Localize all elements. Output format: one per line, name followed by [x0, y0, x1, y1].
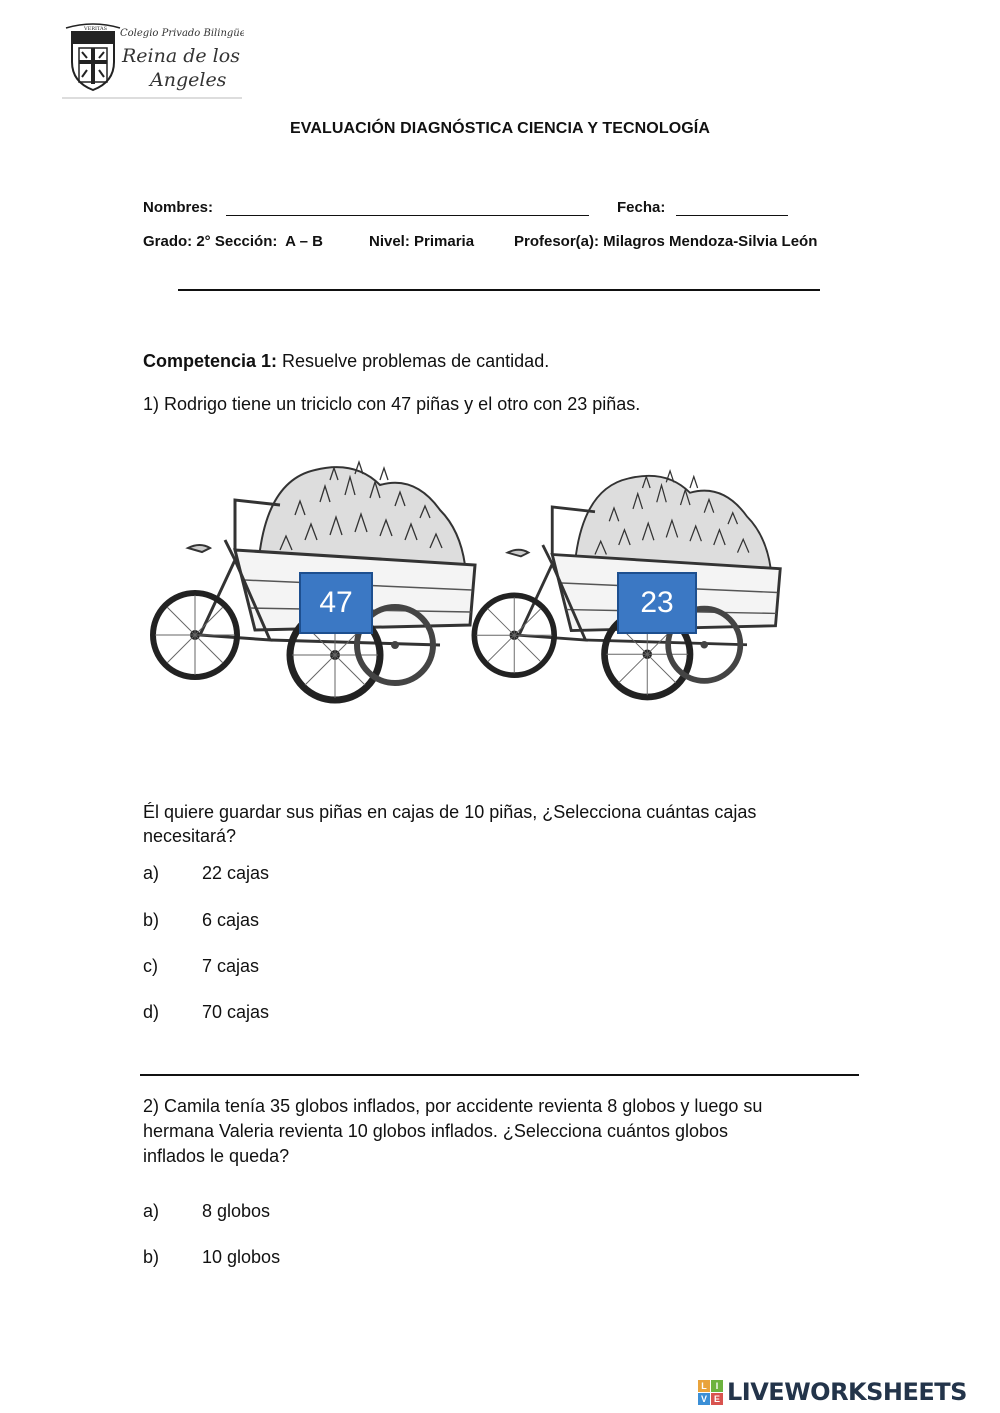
liveworksheets-text: LIVEWORKSHEETS	[727, 1378, 967, 1406]
option-letter: b)	[143, 1247, 160, 1267]
competencia-label: Competencia 1:	[143, 351, 278, 371]
school-line1: Colegio Privado Bilingüe	[120, 28, 244, 39]
fecha-field[interactable]	[676, 215, 788, 216]
option-text: 6 cajas	[202, 910, 260, 930]
profesor: Profesor(a): Milagros Mendoza-Silvia León	[514, 233, 818, 250]
badge-23: 23	[617, 572, 697, 634]
q1-option-b[interactable]	[143, 910, 443, 936]
option-text: 7 cajas	[202, 956, 260, 976]
option-letter: a)	[143, 1201, 160, 1221]
q2-line3: inflados le queda?	[143, 1146, 290, 1166]
liveworksheets-logo	[698, 1378, 967, 1406]
liveworksheets-mark-icon: L I V E	[698, 1380, 723, 1405]
q2-option-a[interactable]	[143, 1201, 443, 1227]
q2-line1: 2) Camila tenía 35 globos inflados, por accidente revienta 8 globos y luego su	[143, 1096, 763, 1116]
nivel: Nivel: Primaria	[369, 233, 475, 250]
q1-option-a[interactable]	[143, 863, 443, 889]
page-title: EVALUACIÓN DIAGNÓSTICA CIENCIA Y TECNOLOGÍA	[289, 120, 711, 137]
option-letter: d)	[143, 1002, 160, 1022]
crest-banner: VERITAS	[84, 26, 108, 32]
option-letter: a)	[143, 863, 160, 883]
crest-icon	[66, 24, 120, 90]
nombres-field[interactable]	[226, 215, 589, 216]
fecha-label: Fecha:	[617, 199, 666, 216]
competencia-text: Resuelve problemas de cantidad.	[277, 351, 550, 371]
school-line2: Reina de los	[122, 45, 240, 67]
option-letter: b)	[143, 910, 160, 930]
header-divider	[178, 289, 820, 291]
school-logo	[62, 22, 244, 100]
option-text: 10 globos	[202, 1247, 281, 1267]
q1-option-c[interactable]	[143, 956, 443, 982]
option-text: 8 globos	[202, 1201, 271, 1221]
nombres-label: Nombres:	[143, 199, 214, 216]
grado-seccion: Grado: 2° Sección: A – B	[143, 233, 323, 250]
option-letter: c)	[143, 956, 158, 976]
tricycles-illustration	[140, 440, 800, 740]
school-line3: Angeles	[150, 69, 227, 91]
q1-prompt-line1: Él quiere guardar sus piñas en cajas de 10 piñas, ¿Selecciona cuántas cajas	[143, 802, 757, 822]
option-text: 22 cajas	[202, 863, 270, 883]
question-divider	[140, 1074, 859, 1076]
q2-line2: hermana Valeria revienta 10 globos inflados. ¿Selecciona cuántos globos	[143, 1121, 729, 1141]
option-text: 70 cajas	[202, 1002, 270, 1022]
q2-option-b[interactable]	[143, 1247, 443, 1273]
q1-statement: 1) Rodrigo tiene un triciclo con 47 piñas y el otro con 23 piñas.	[143, 394, 641, 414]
q1-prompt-line2: necesitará?	[143, 826, 237, 846]
competencia-line	[143, 349, 549, 373]
badge-47: 47	[299, 572, 373, 634]
q1-option-d[interactable]	[143, 1002, 443, 1028]
